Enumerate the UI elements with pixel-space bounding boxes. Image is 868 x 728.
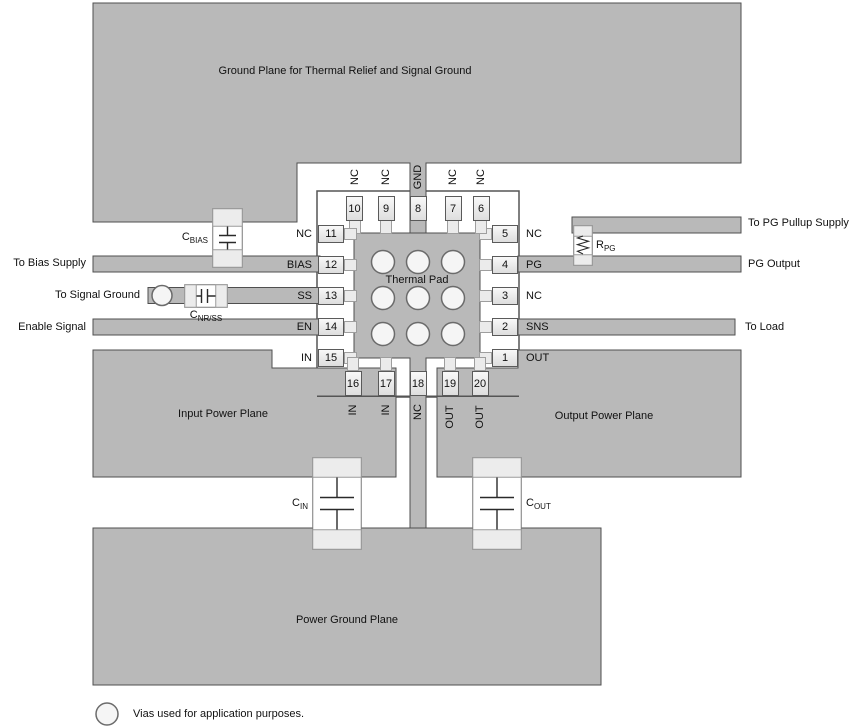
pin-pad-17 [380,357,392,371]
pin-pad-4 [479,259,492,271]
rpg-resistor [573,225,593,266]
pin-name-label-18: NC [412,404,424,420]
pin-pad-11 [344,228,357,240]
pin-pad-3 [479,290,492,302]
pg-output-label: PG Output [748,258,800,270]
cnrss-capacitor [184,284,228,308]
pin-name-label-1: OUT [526,351,550,364]
pin-box-13: 13 [318,287,344,305]
output-plane-title: Output Power Plane [554,410,654,422]
pin-name-label-2: SNS [526,321,549,333]
cbias-label: $C_{BIAS}$ [181,231,208,246]
cnrss-label: $C_{NR/SS}$ [189,309,223,324]
cin-label: $C_{IN}$ [292,497,308,512]
pin-name-label-4: PG [526,258,542,271]
pin-name-label-7: NC [447,169,459,185]
pin-name-label-5: NC [526,228,542,240]
rpg-label: $R_{PG}$ [596,239,616,254]
legend-via-note: Vias used for application purposes. [133,708,305,720]
pin-pad-13 [344,290,357,302]
pin-box-3: 3 [492,287,518,305]
to-load-label: To Load [745,321,785,333]
cin-capacitor [312,457,362,550]
pin-name-label-15: IN [301,351,312,364]
pin-pad-14 [344,321,357,333]
pin-name-label-8: GND [412,164,424,190]
pin-name-label-16: IN [347,404,359,416]
pin-box-18: 18 [410,371,427,396]
pin-box-17: 17 [378,371,395,396]
pin-box-10: 10 [346,196,363,221]
enable-signal-label: Enable Signal [18,321,86,333]
pin-name-label-17: IN [380,404,392,416]
pin-name-label-11: NC [296,228,312,240]
pin-pad-20 [474,357,486,371]
pin-box-1: 1 [492,349,518,367]
pin-box-20: 20 [472,371,489,396]
pin-pad-2 [479,321,492,333]
pin-box-14: 14 [318,318,344,336]
pin-box-16: 16 [345,371,362,396]
pin-name-label-14: EN [296,321,312,333]
pin-box-4: 4 [492,256,518,274]
to-signal-ground-label: To Signal Ground [55,289,140,301]
pin-box-5: 5 [492,225,518,243]
pin-name-label-10: NC [348,169,361,185]
pin-pad-12 [344,259,357,271]
input-plane-title: Input Power Plane [178,408,268,420]
pin-name-label-13: SS [297,289,312,302]
pin-name-label-12: BIAS [286,258,312,271]
pin-box-15: 15 [318,349,344,367]
pin-name-label-3: NC [526,289,542,302]
pin-name-label-20: OUT [474,404,486,429]
to-bias-supply-label: To Bias Supply [13,257,86,269]
cout-label: $C_{OUT}$ [526,497,551,512]
pin-pad-16 [347,357,359,371]
cbias-capacitor [212,208,243,268]
to-pg-pullup-supply-label: To PG Pullup Supply [748,217,849,229]
thermal-pad-label: Thermal Pad [385,274,449,286]
cout-capacitor [472,457,522,550]
pin-pad-9 [380,220,392,234]
pin-pad-7 [447,220,459,234]
pin-box-6: 6 [473,196,490,221]
pin-box-12: 12 [318,256,344,274]
pin-pad-6 [475,220,487,234]
pin-box-7: 7 [445,196,462,221]
pin-box-9: 9 [378,196,395,221]
pin-box-19: 19 [442,371,459,396]
pin-box-11: 11 [318,225,344,243]
pin-pad-19 [444,357,456,371]
pin-name-label-6: NC [475,169,487,185]
pin-name-label-9: NC [380,169,392,185]
pin-box-2: 2 [492,318,518,336]
power-ground-plane-title: Power Ground Plane [295,614,399,626]
ground-plane-title: Ground Plane for Thermal Relief and Signal Ground [218,65,472,77]
pin-box-8: 8 [410,196,427,221]
pin-name-label-19: OUT [444,404,456,429]
